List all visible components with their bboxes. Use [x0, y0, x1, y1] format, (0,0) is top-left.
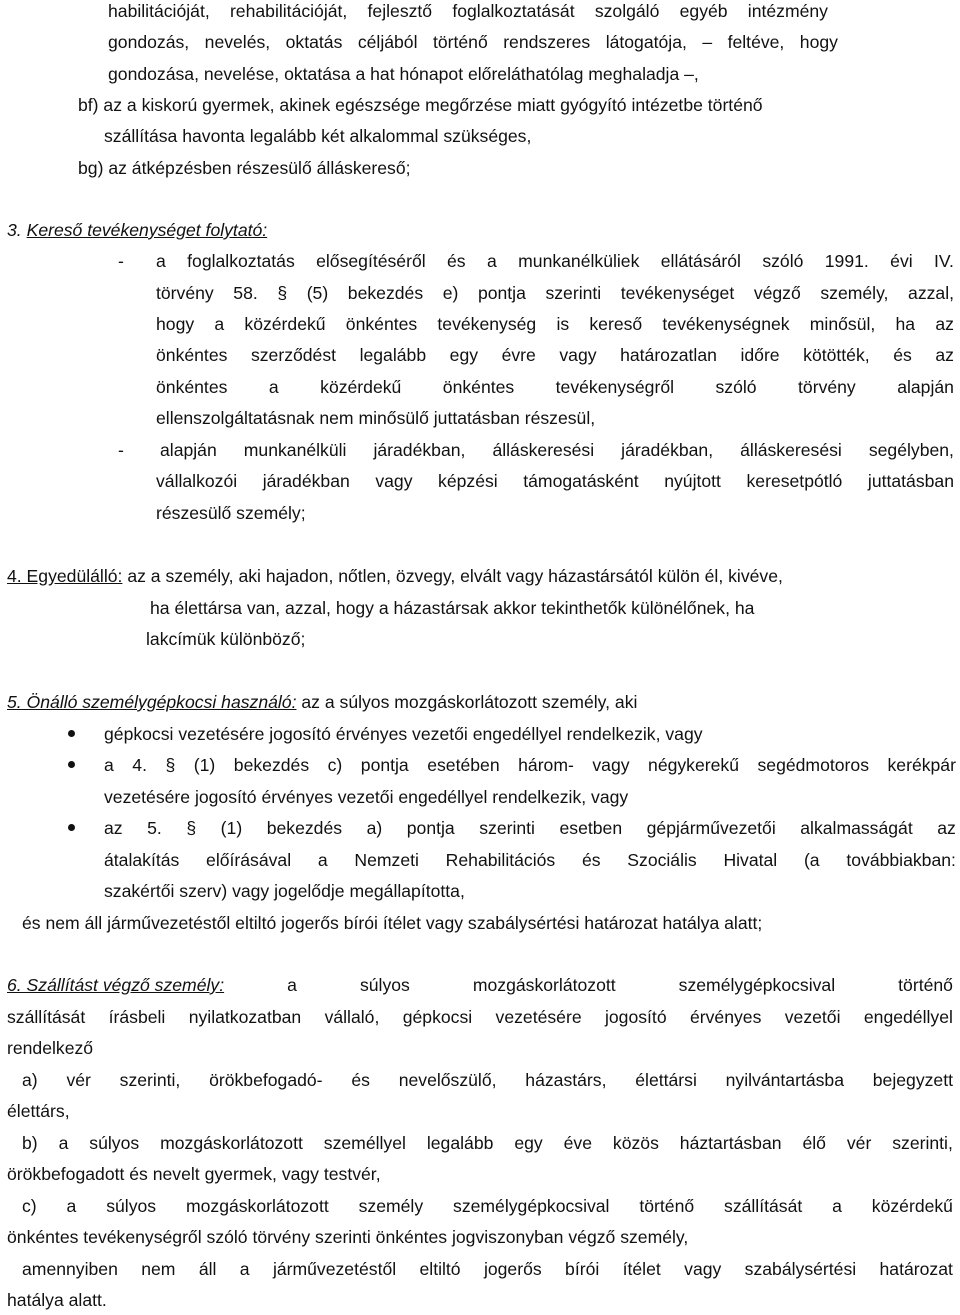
intro-line-2: gondozás, nevelés, oktatás céljából történő rendszeres látogatója, – feltéve, hogy — [108, 32, 838, 52]
section-5-label: 5. Önálló személygépkocsi használó: — [7, 692, 297, 712]
section-3-dash1-line-3: hogy a közérdekű önkéntes tevékenység is kereső tevékenységnek minősül, ha az — [156, 314, 954, 334]
section-5-bullet-3-line-2: átalakítás előírásával a Nemzeti Rehabilitációs és Szociális Hivatal (a továbbiakban: — [104, 850, 956, 870]
section-3-dash1-line-4: önkéntes szerződést legalább egy évre vagy határozatlan időre kötötték, és az — [156, 345, 954, 365]
section-6-item-c-line-1: c) a súlyos mozgáskorlátozott személy személygépkocsival történő szállítását a közérdekű — [22, 1196, 953, 1216]
section-4-line-3: lakcímük különböző; — [146, 629, 306, 649]
section-3-dash2-line-3: részesülő személy; — [156, 503, 306, 523]
section-4-line-2: ha élettársa van, azzal, hogy a házastársak akkor tekinthetők különélőnek, ha — [150, 598, 755, 618]
section-5-bullet-1: gépkocsi vezetésére jogosító érvényes vezetői engedéllyel rendelkezik, vagy — [104, 724, 703, 744]
section-3-dash1-line-1: a foglalkoztatás elősegítéséről és a munkanélküliek ellátásáról szóló 1991. évi IV. — [156, 251, 954, 271]
section-6-line-1: 6. Szállítást végző személy: a súlyos mozgáskorlátozott személygépkocsival történő — [7, 975, 953, 995]
section-3-title: Kereső tevékenységet folytató: — [26, 220, 268, 240]
intro-line-3: gondozása, nevelése, oktatása a hat hónapot előreláthatólag meghaladja –, — [108, 64, 699, 84]
item-bf-line-1: bf) az a kiskorú gyermek, akinek egészsége megőrzése miatt gyógyító intézetbe történő — [78, 95, 763, 115]
section-6-label: 6. Szállítást végző személy: — [7, 975, 225, 995]
section-5-bullet-2-line-2: vezetésére jogosító érvényes vezetői engedéllyel rendelkezik, vagy — [104, 787, 629, 807]
section-3-dash2-line-1: alapján munkanélküli járadékban, álláskeresési járadékban, álláskeresési segélyben, — [160, 440, 954, 460]
section-3-dash2-line-2: vállalkozói járadékban vagy képzési támogatásként nyújtott keresetpótló juttatásban — [156, 471, 954, 491]
section-3-number: 3. — [7, 220, 22, 240]
section-5-bullet-2-line-1: a 4. § (1) bekezdés c) pontja esetében három- vagy négykerekű segédmotoros kerékpár — [104, 755, 956, 775]
dash-marker-2: - — [118, 440, 124, 460]
intro-line-1: habilitációját, rehabilitációját, fejlesztő foglalkoztatását szolgáló egyéb intézmény — [108, 1, 828, 21]
item-bf-line-2: szállítása havonta legalább két alkalommal szükséges, — [104, 126, 532, 146]
section-6-closing-line-1: amennyiben nem áll a járművezetéstől eltiltó jogerős bírói ítélet vagy szabálysértési határozat — [22, 1259, 953, 1279]
section-6-item-a-line-1: a) vér szerinti, örökbefogadó- és nevelőszülő, házastárs, élettársi nyilvántartásba bejegyzett — [22, 1070, 953, 1090]
section-3-dash1-line-2: törvény 58. § (5) bekezdés e) pontja szerinti tevékenységet végző személy, azzal, — [156, 283, 954, 303]
section-5-bullet-3-line-3: szakértői szerv) vagy jogelődje megállapította, — [104, 881, 465, 901]
section-3-heading — [7, 219, 267, 241]
bullet-dot-3 — [68, 824, 75, 831]
section-6-item-c-line-2: önkéntes tevékenységről szóló törvény szerinti önkéntes jogviszonyban végző személy, — [7, 1227, 689, 1247]
section-3-dash1-line-5: önkéntes a közérdekű önkéntes tevékenységről szóló törvény alapján — [156, 377, 954, 397]
section-4-line-1: 4. Egyedülálló: az a személy, aki hajadon, nőtlen, özvegy, elvált vagy házastársától külön él, kivéve, — [7, 566, 783, 586]
item-bg: bg) az átképzésben részesülő álláskereső; — [78, 158, 411, 178]
section-5-closing: és nem áll járművezetéstől eltiltó jogerős bírói ítélet vagy szabálysértési határozat hatálya alatt; — [22, 913, 763, 933]
bullet-dot-1 — [68, 730, 75, 737]
section-6-line-3: rendelkező — [7, 1038, 94, 1058]
dash-marker-1: - — [118, 251, 124, 271]
section-6-item-b-line-2: örökbefogadott és nevelt gyermek, vagy testvér, — [7, 1164, 381, 1184]
section-6-line-2: szállítását írásbeli nyilatkozatban vállaló, gépkocsi vezetésére jogosító érvényes vezetői engedéllyel — [7, 1007, 953, 1027]
bullet-dot-2 — [68, 761, 75, 768]
section-5-line-1: 5. Önálló személygépkocsi használó: az a súlyos mozgáskorlátozott személy, aki — [7, 692, 638, 712]
section-3-dash1-line-6: ellenszolgáltatásnak nem minősülő juttatásban részesül, — [156, 408, 596, 428]
section-5-bullet-3-line-1: az 5. § (1) bekezdés a) pontja szerinti esetben gépjárművezetői alkalmasságát az — [104, 818, 956, 838]
section-4-label: 4. Egyedülálló: — [7, 566, 123, 586]
section-6-closing-line-2: hatálya alatt. — [7, 1290, 107, 1310]
section-6-item-b-line-1: b) a súlyos mozgáskorlátozott személlyel legalább egy éve közös háztartásban élő vér szerinti, — [22, 1133, 953, 1153]
section-6-item-a-line-2: élettárs, — [7, 1101, 70, 1121]
